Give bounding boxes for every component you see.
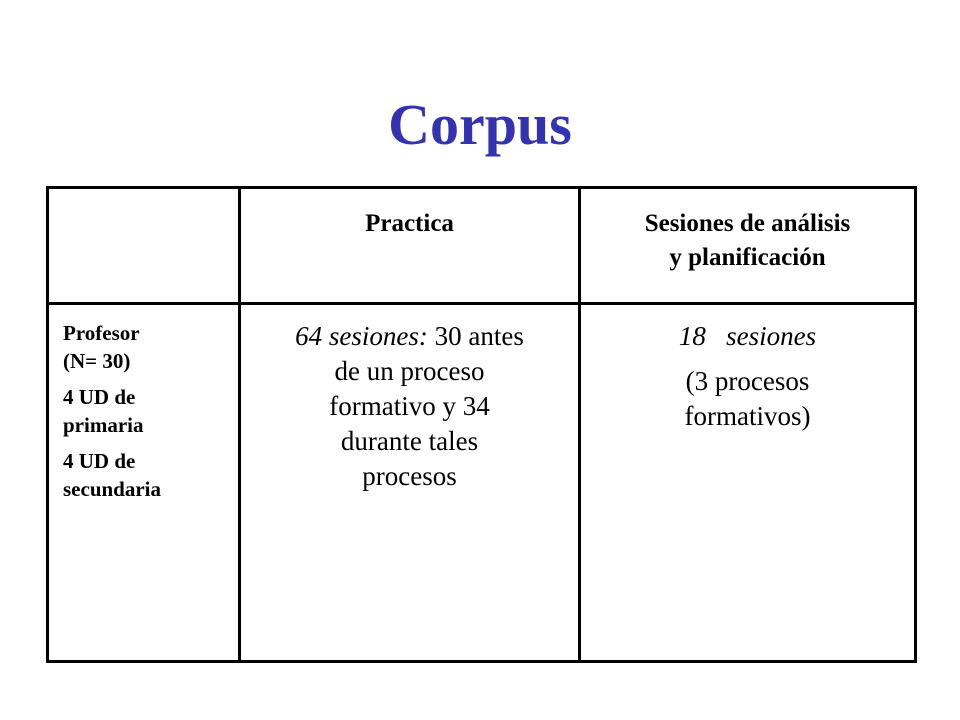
practica-line: durante tales	[340, 426, 479, 456]
row-label-line: 4 UD de	[63, 385, 136, 409]
header-cell-sesiones	[580, 188, 916, 304]
corpus-table	[46, 186, 917, 663]
practica-line: procesos	[362, 461, 457, 491]
spacer	[587, 354, 908, 364]
sesiones-count: 18 sesiones	[678, 321, 817, 351]
spacer	[63, 375, 230, 383]
practica-line: de un proceso	[334, 356, 485, 386]
header-cell-practica	[240, 188, 580, 304]
practica-line: formativo y 34	[329, 391, 490, 421]
header-practica-label: Practica	[365, 210, 454, 237]
row-label-cell	[48, 304, 240, 662]
practica-line	[247, 319, 572, 354]
practica-cell	[240, 304, 580, 662]
header-sesiones-label-line1: Sesiones de análisis	[644, 210, 851, 237]
sesiones-line: formativos)	[684, 401, 811, 431]
practica-italic-text: 64 sesiones:	[295, 321, 428, 351]
practica-text: 30 antes	[427, 321, 524, 351]
row-label-line: (N= 30)	[63, 349, 131, 373]
row-label-line: secundaria	[63, 477, 162, 501]
header-sesiones-label-line2: y planificación	[669, 244, 826, 271]
table-row	[48, 304, 916, 662]
slide-title: Corpus	[388, 92, 572, 157]
sesiones-line: (3 procesos	[685, 366, 810, 396]
row-label-line: primaria	[63, 413, 144, 437]
table-header-row	[48, 188, 916, 304]
row-label-line: Profesor	[63, 321, 140, 345]
spacer	[63, 439, 230, 447]
header-cell-empty	[48, 188, 240, 304]
sesiones-cell	[580, 304, 916, 662]
row-label-line: 4 UD de	[63, 449, 136, 473]
